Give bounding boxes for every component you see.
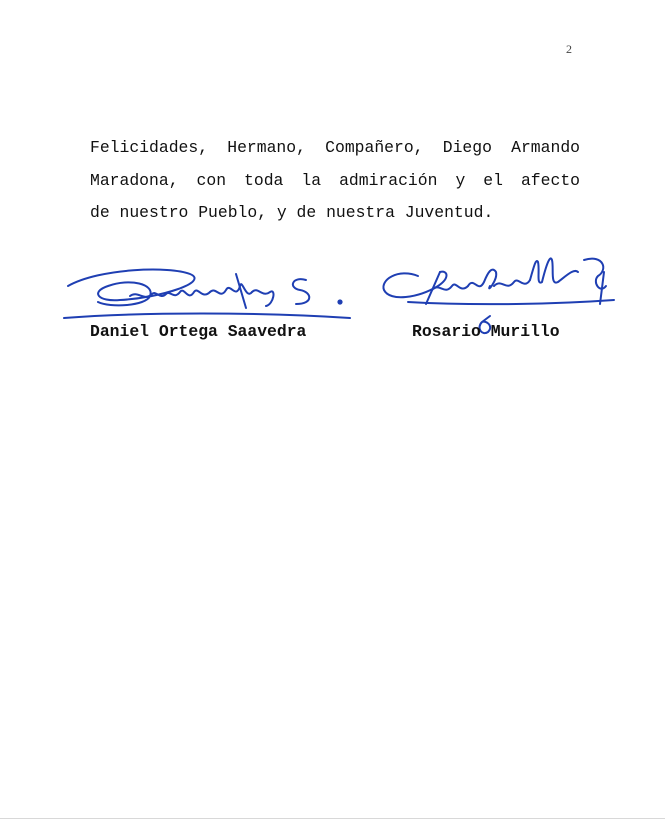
letter-line-3: de nuestro Pueblo, y de nuestra Juventud. [90,203,494,222]
letter-line-1: Felicidades, Hermano, Compañero, Diego Armando [90,138,580,157]
letter-body [90,132,580,230]
letter-line-2: Maradona, con toda la admiración y el afecto [90,170,580,190]
signer-name-right: Rosario Murillo [412,322,560,341]
signature-left [60,262,360,326]
page-number: 2 [566,42,572,56]
page-bottom-edge [0,818,665,819]
signer-name-left: Daniel Ortega Saavedra [90,322,307,341]
